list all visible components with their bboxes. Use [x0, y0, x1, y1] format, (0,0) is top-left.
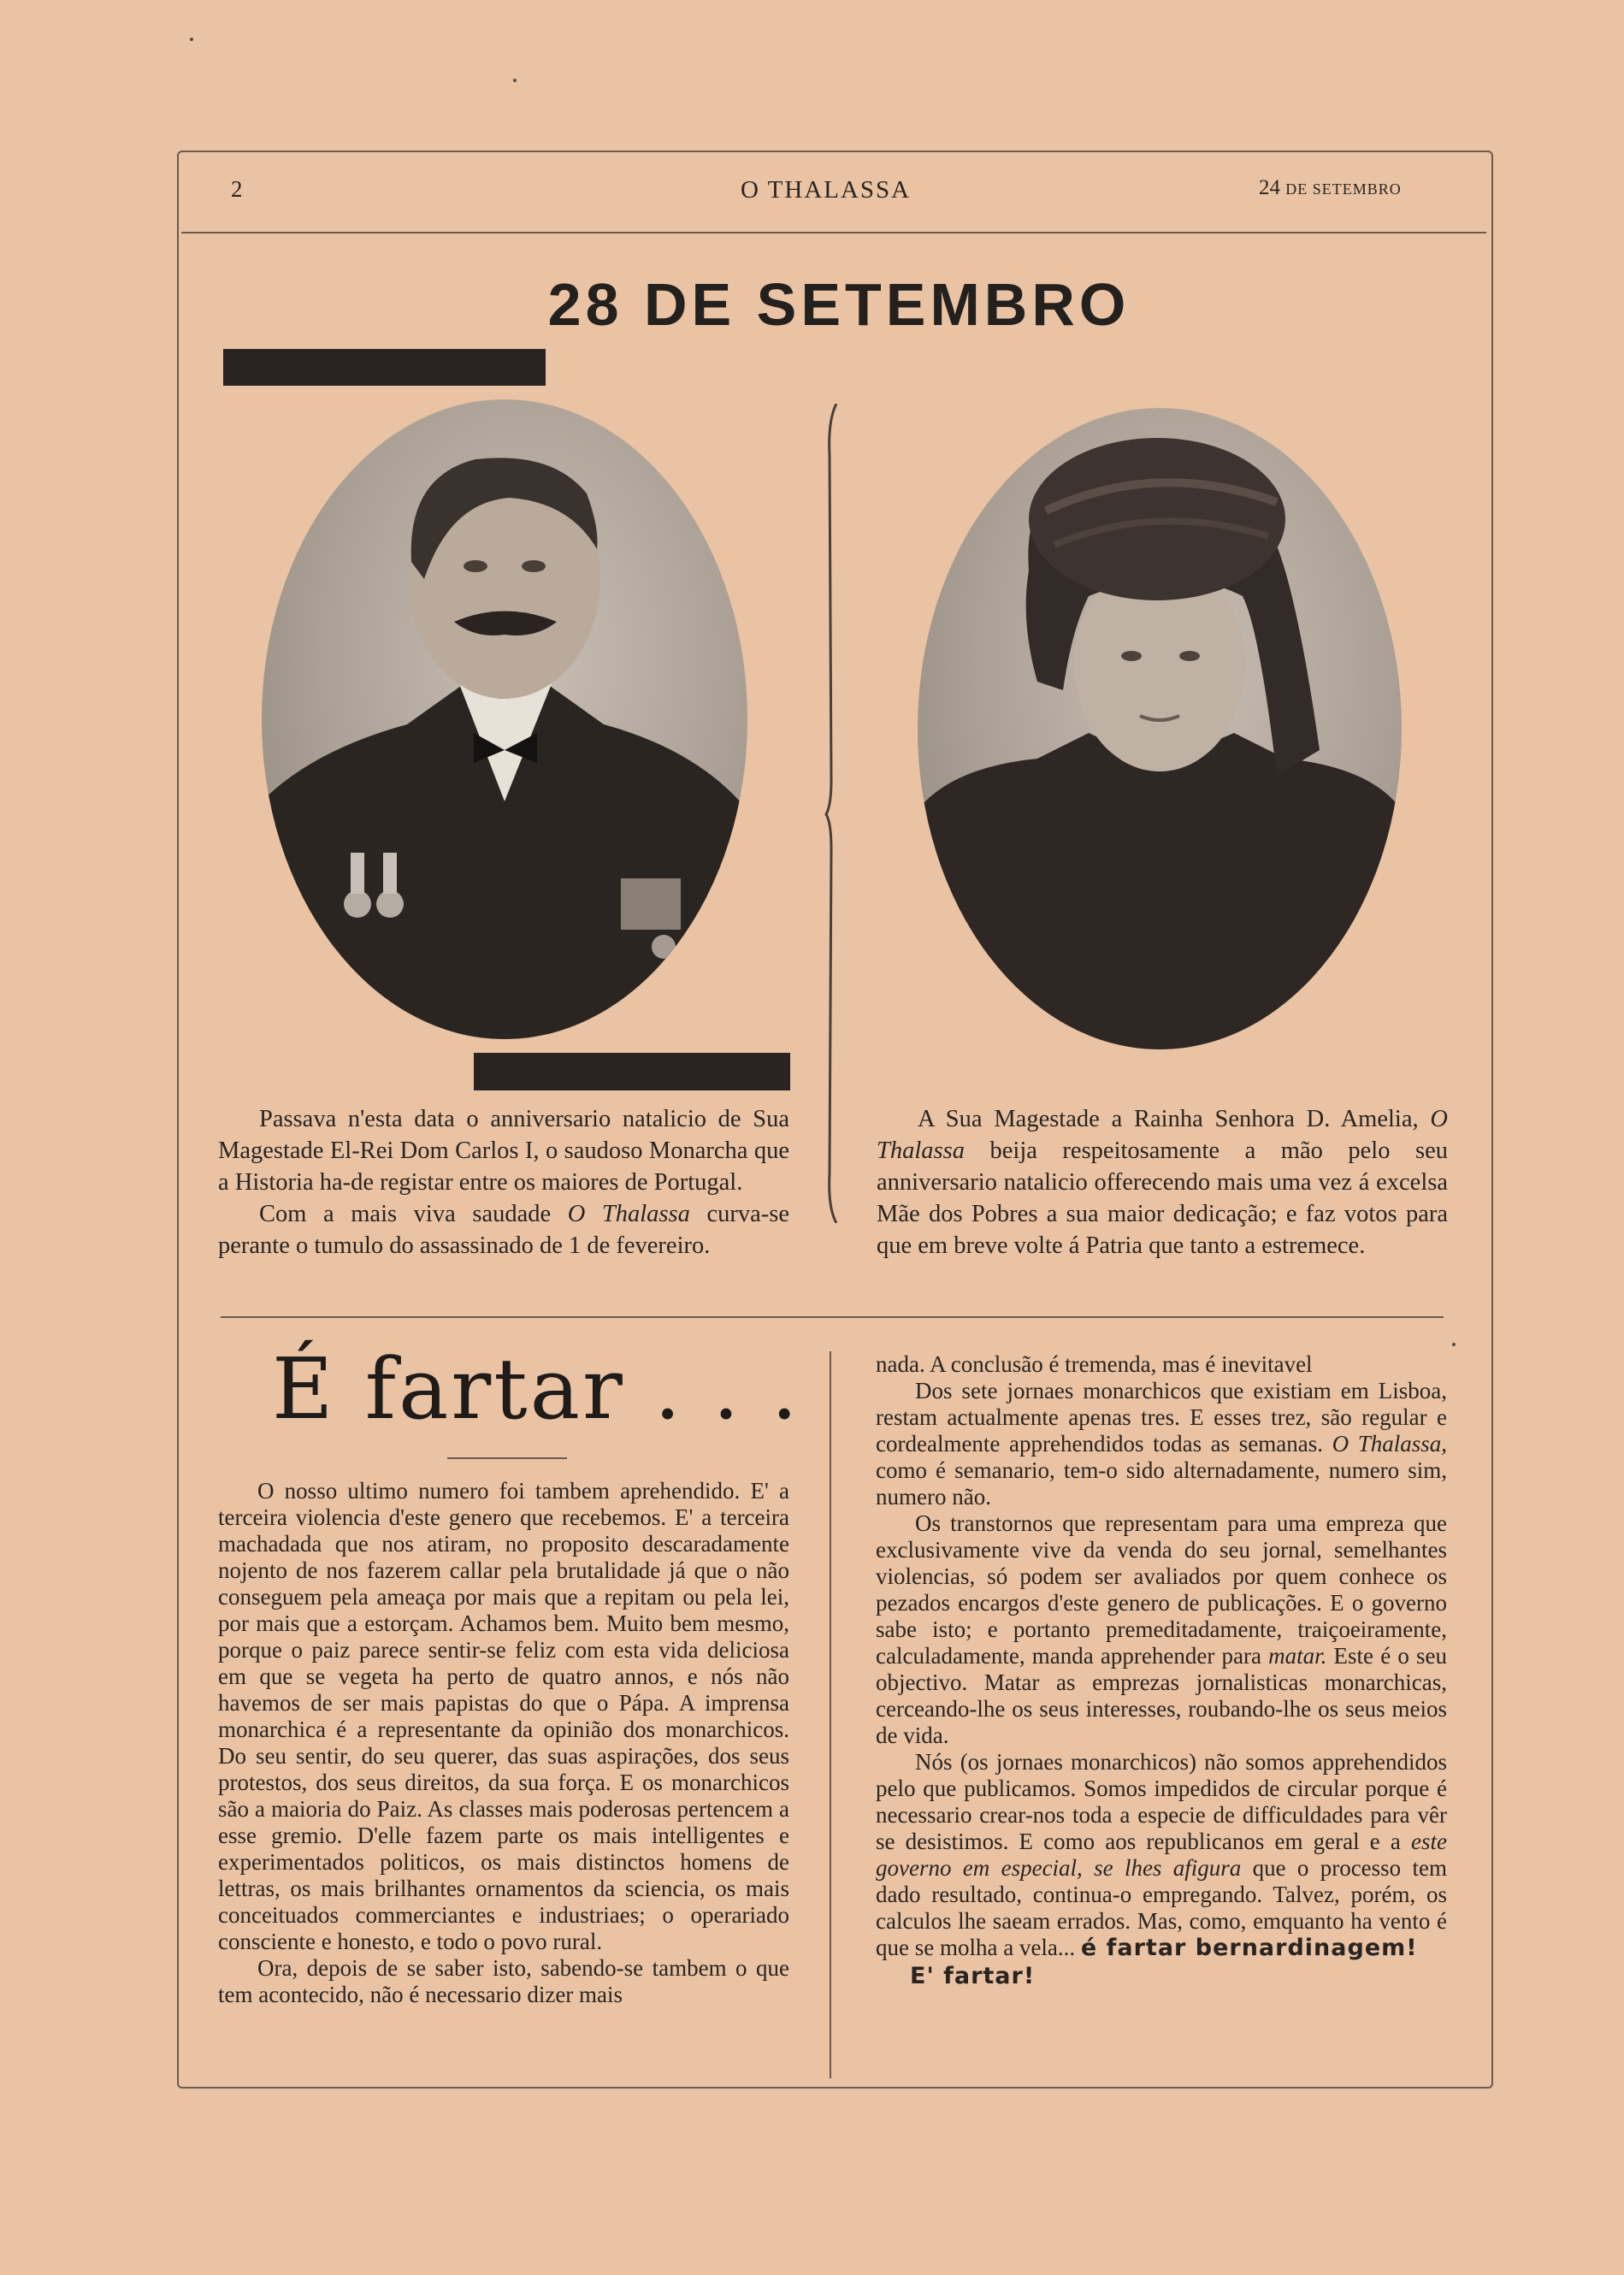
black-bar-top [223, 349, 546, 386]
page-headline: 28 DE SETEMBRO [547, 271, 1131, 338]
article-paragraph: Ora, depois de se saber isto, sabendo-se tambem o que tem acontecido, não é necessario dizer mais [218, 1955, 789, 2007]
issue-date-day: 24 [1259, 176, 1280, 199]
article-paragraph-continued: nada. A conclusão é tremenda, mas é inevitavel [876, 1351, 1313, 1377]
article-text: Este é o seu objectivo. Matar as emprezas jornalisticas monarchicas, cerceando-lhe os seus interesses, roubando-lhe os seus meios de vida. [876, 1643, 1447, 1748]
title-underline-rule [447, 1457, 567, 1459]
vertical-ornament-divider [824, 404, 843, 1223]
article-text: que o processo tem dado resultado, continua-o empregando. Talvez, porém, os calculos lhe saeam errados. Mas, como, emquanto ha vento é que se molha a vela... [876, 1855, 1447, 1960]
article-paragraph [876, 1378, 1447, 1510]
caption-queen [877, 1103, 1448, 1262]
article-text: Nós (os jornaes monarchicos) não somos apprehendidos pelo que publicamos. Somos impedidos de circular porque é necessario crear-nos toda a especie de difficuldades para vêr se desistimos. E como aos republicanos em geral e a [876, 1749, 1447, 1854]
article-paragraph [876, 1749, 1447, 1961]
article-italic: matar. [1268, 1643, 1327, 1669]
article-title: É fartar . . . [272, 1341, 800, 1439]
caption-queen-text-end: beija respeitosamente a mão pelo seu anniversario natalicio offerecendo mais uma vez á excelsa Mãe dos Pobres a sua maior dedicação; e faz votos para que em breve volte á Patria que tanto a estremece. [877, 1138, 1448, 1259]
publication-title: O THALASSA [741, 176, 912, 204]
article-paragraph: O nosso ultimo numero foi tambem aprehendido. E' a terceira violencia d'este genero que recebemos. E' a terceira machadada que nos atiram, no proposito descaradamente nojento de nos fazerem callar pela brutalidade já que o não conseguem pela ameaça por mais que a repitam ou pela lei, por mais que a estorçam. Achamos bem. Muito bem mesmo, porque o paiz parece sentir-se feliz com esta vida deliciosa em que se vegeta ha perto de quatro annos, e nós não havemos de ser mais papistas do que o Pápa. A imprensa monarchica é a representante da opinião dos monarchicos. Do seu sentir, do seu querer, das suas aspirações, dos seus protestos, dos seus direitos, da sua força. E os monarchicos são a maioria do Paiz. As classes mais poderosas pertencem a esse gremio. D'elle fazem parte os mais intelligentes e experimentados politicos, os mais distinctos homens de lettras, os mais brilhantes ornamentos da sciencia, os mais conceituados commerciantes e industriaes; o operariado consciente e honesto, e todo o povo rural. [218, 1478, 789, 1954]
article-text: Os transtornos que representam para uma empreza que exclusivamente vive da venda do seu jornal, semelhantes violencias, só podem ser avaliados por quem conhece os pezados encargos d'este genero de publicações. E o governo sabe isto; e portanto premeditadamente, traiçoeiramente, calculadamente, manda apprehender para [876, 1510, 1447, 1669]
paper-speck [1452, 1343, 1456, 1346]
column-divider [830, 1351, 831, 2078]
header-rule [181, 232, 1486, 233]
article-text: Dos sete jornaes monarchicos que existiam em Lisboa, restam actualmente apenas tres. E esses trez, são regular e cordealmente apprehendidos todas as semanas. [876, 1378, 1447, 1457]
caption-queen-italic: O Thalassa [877, 1106, 1448, 1164]
caption-king-p2-text-end: curva-se perante o tumulo do assassinado de 1 de fevereiro. [218, 1201, 789, 1259]
article-paragraph [876, 1510, 1447, 1749]
section-rule [221, 1316, 1444, 1318]
issue-date [1259, 176, 1402, 200]
article-column-right [876, 1351, 1447, 1989]
queen-figure [918, 408, 1402, 1049]
article-closing: E' fartar! [910, 1963, 1036, 1989]
caption-queen-p1 [877, 1103, 1448, 1262]
portrait-queen-amelia [918, 408, 1402, 1049]
portrait-king-carlos [262, 399, 747, 1039]
page-number: 2 [231, 176, 243, 202]
caption-king-p2-text: Com a mais viva saudade [259, 1201, 568, 1227]
black-bar-bottom [474, 1053, 790, 1090]
article-italic: este governo em especial, se lhes afigura [876, 1829, 1447, 1881]
caption-king-p2-italic: O Thalassa [567, 1201, 690, 1227]
caption-king-p1: Passava n'esta data o anniversario natalicio de Sua Magestade El-Rei Dom Carlos I, o saudoso Monarcha que a Historia ha-de registar entre os maiores de Portugal. [218, 1106, 789, 1196]
king-figure [262, 399, 747, 1039]
paper-speck [190, 38, 193, 41]
article-text: como é semanario, tem-o sido alternadamente, numero sim, numero não. [876, 1457, 1447, 1510]
issue-date-month: DE SETEMBRO [1285, 180, 1402, 198]
article-bold-exclamation: é fartar bernardinagem! [1080, 1935, 1418, 1961]
article-column-left [218, 1478, 789, 2008]
article-italic: O Thalassa, [1332, 1431, 1447, 1457]
caption-king [218, 1103, 789, 1262]
paper-speck [513, 79, 517, 82]
caption-king-p2 [218, 1198, 789, 1262]
caption-queen-text: A Sua Magestade a Rainha Senhora D. Amelia, [918, 1106, 1431, 1132]
